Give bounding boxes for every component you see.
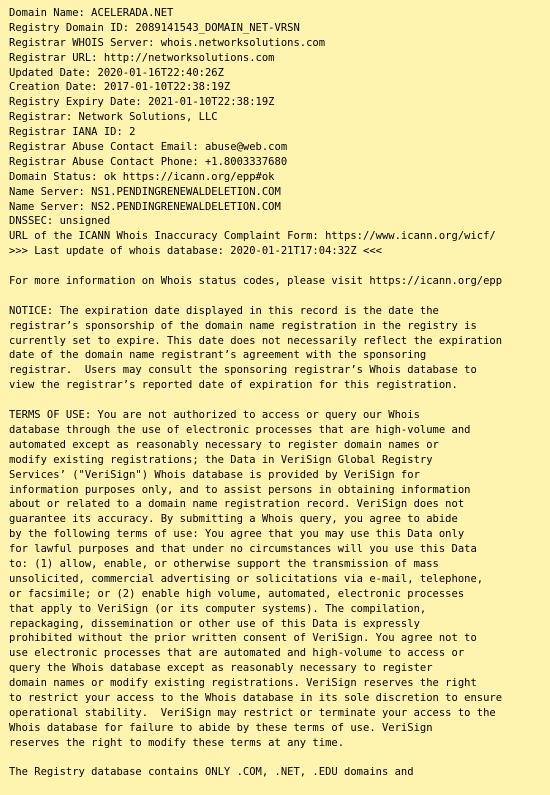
terms-line: use electronic processes that are automated and high-volume to access or xyxy=(9,647,465,660)
terms-line: that apply to VeriSign (or its computer systems). The compilation, xyxy=(9,602,427,615)
updated-date-line: Updated Date: 2020-01-16T22:40:26Z xyxy=(9,66,224,79)
status-info-line: For more information on Whois status codes, please visit https://icann.org/epp xyxy=(9,275,503,288)
registry-note-line: The Registry database contains ONLY .COM, .NET, .EDU domains and xyxy=(9,766,414,779)
terms-line: by the following terms of use: You agree that you may use this Data only xyxy=(9,528,465,541)
notice-line: view the registrar’s reported date of expiration for this registration. xyxy=(9,379,458,392)
terms-line: to restrict your access to the Whois database in its sole discretion to ensure xyxy=(9,691,503,704)
registrar-abuse-email-line: Registrar Abuse Contact Email: abuse@web.com xyxy=(9,141,288,154)
domain-status-line: Domain Status: ok https://icann.org/epp#ok xyxy=(9,170,275,183)
terms-line: operational stability. VeriSign may restrict or terminate your access to the xyxy=(9,706,496,719)
domain-name-line: Domain Name: ACELERADA.NET xyxy=(9,7,174,19)
terms-of-use-paragraph xyxy=(9,408,550,750)
terms-line: unsolicited, commercial advertising or solicitations via e-mail, telephone, xyxy=(9,572,484,585)
notice-line: NOTICE: The expiration date displayed in this record is the date the xyxy=(9,304,439,317)
registrar-url-line: Registrar URL: http://networksolutions.com xyxy=(9,51,275,64)
whois-record-block xyxy=(9,6,550,259)
terms-line: or facsimile; or (2) enable high volume, automated, electronic processes xyxy=(9,587,465,600)
registrar-whois-server-line: Registrar WHOIS Server: whois.networksolutions.com xyxy=(9,36,326,49)
terms-line: reserves the right to modify these terms at any time. xyxy=(9,736,345,749)
terms-line: TERMS OF USE: You are not authorized to access or query our Whois xyxy=(9,409,420,422)
registry-domain-id-line: Registry Domain ID: 2089141543_DOMAIN_NET-VRSN xyxy=(9,21,300,34)
blank-line xyxy=(9,393,550,408)
blank-line xyxy=(9,289,550,304)
terms-line: prohibited without the prior written consent of VeriSign. You agree not to xyxy=(9,632,477,645)
blank-line xyxy=(9,751,550,766)
terms-line: domain names or modify existing registrations. VeriSign reserves the right xyxy=(9,677,477,690)
name-server-2-line: Name Server: NS2.PENDINGRENEWALDELETION.COM xyxy=(9,200,281,213)
terms-line: to: (1) allow, enable, or otherwise support the transmission of mass xyxy=(9,557,439,570)
terms-line: repackaging, dissemination or other use of this Data is expressly xyxy=(9,617,420,630)
registrar-iana-id-line: Registrar IANA ID: 2 xyxy=(9,126,136,139)
terms-line: about or related to a domain name registration record. VeriSign does not xyxy=(9,498,465,511)
notice-line: registrar. Users may consult the sponsoring registrar’s Whois database to xyxy=(9,364,477,377)
terms-line: Whois database for failure to abide by these terms of use. VeriSign xyxy=(9,721,433,734)
blank-line xyxy=(9,259,550,274)
name-server-1-line: Name Server: NS1.PENDINGRENEWALDELETION.COM xyxy=(9,185,281,198)
terms-line: modify existing registrations; the Data in VeriSign Global Registry xyxy=(9,453,433,466)
registry-expiry-date-line: Registry Expiry Date: 2021-01-10T22:38:19Z xyxy=(9,96,275,109)
terms-line: query the Whois database except as reasonably necessary to register xyxy=(9,662,433,675)
terms-line: database through the use of electronic processes that are high-volume and xyxy=(9,423,471,436)
notice-line: date of the domain name registrant’s agreement with the sponsoring xyxy=(9,349,427,362)
notice-paragraph xyxy=(9,304,550,393)
registry-note-block xyxy=(9,765,550,780)
terms-line: information purposes only, and to assist persons in obtaining information xyxy=(9,483,471,496)
registrar-abuse-phone-line: Registrar Abuse Contact Phone: +1.8003337680 xyxy=(9,155,288,168)
terms-line: automated except as reasonably necessary to register domain names or xyxy=(9,438,439,451)
notice-line: registrar’s sponsorship of the domain name registration in the registry is xyxy=(9,319,477,332)
notice-line: currently set to expire. This date does not necessarily reflect the expiration xyxy=(9,334,503,347)
terms-line: guarantee its accuracy. By submitting a Whois query, you agree to abide xyxy=(9,513,458,526)
status-info-block xyxy=(9,274,550,289)
dnssec-line: DNSSEC: unsigned xyxy=(9,215,111,228)
terms-line: Services’ ("VeriSign") Whois database is provided by VeriSign for xyxy=(9,468,420,481)
last-update-line: >>> Last update of whois database: 2020-01-21T17:04:32Z <<< xyxy=(9,245,382,258)
terms-line: for lawful purposes and that under no circumstances will you use this Data xyxy=(9,543,477,556)
icann-complaint-url-line: URL of the ICANN Whois Inaccuracy Complaint Form: https://www.icann.org/wicf/ xyxy=(9,230,496,243)
creation-date-line: Creation Date: 2017-01-10T22:38:19Z xyxy=(9,81,231,94)
registrar-line: Registrar: Network Solutions, LLC xyxy=(9,111,218,124)
